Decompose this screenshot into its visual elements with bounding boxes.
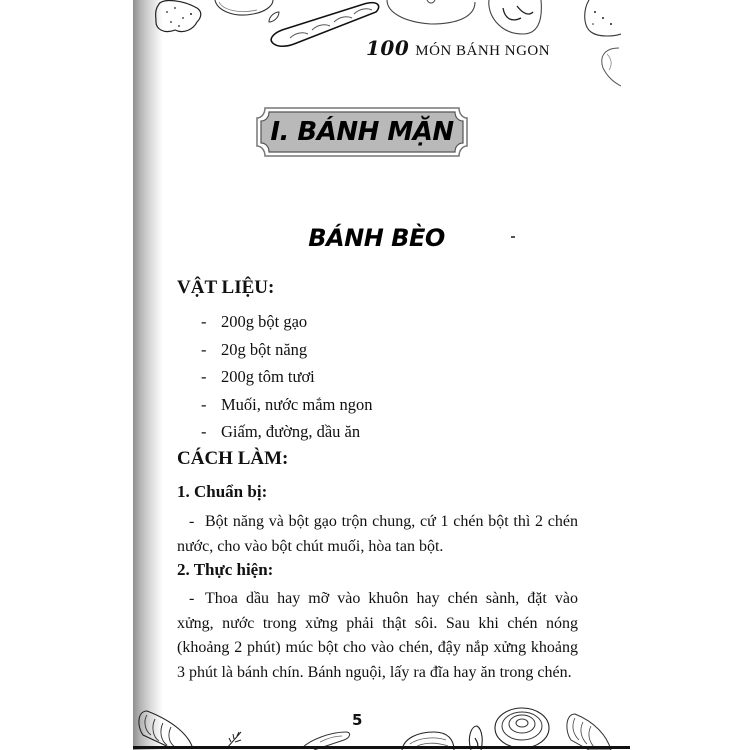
ingredients-list [201, 308, 373, 446]
step-1-text: - Bột năng và bột gạo trộn chung, cứ 1 chén bột thì 2 chén nước, cho vào bột chút muối, hòa tan bột. [177, 513, 578, 555]
spiral-roll-icon [493, 706, 551, 750]
croissant-icon [595, 46, 621, 88]
page-bottom-edge [133, 746, 630, 749]
chapter-title-banner [255, 106, 469, 158]
ingredients-heading: VẬT LIỆU: [177, 277, 275, 298]
croissant-icon [133, 705, 197, 749]
croissant-icon [483, 0, 545, 38]
method-heading: CÁCH LÀM: [177, 448, 289, 469]
ingredient-item: - Giấm, đường, dầu ăn [201, 422, 361, 441]
wheat-icon [225, 728, 247, 748]
bread-slice-icon [581, 0, 621, 40]
running-head [366, 36, 550, 60]
ingredient-item: - Muối, nước mắm ngon [201, 394, 373, 414]
bread-loaf-icon [213, 0, 275, 20]
recipe-title: BÁNH BÈO [308, 224, 445, 252]
ingredient-item: - 200g bột gạo [201, 312, 308, 331]
step-1-title: 1. Chuẩn bị: [177, 482, 268, 501]
page-spine-shadow [133, 0, 163, 750]
page-number: 5 [352, 711, 363, 729]
step-2-text: - Thoa dầu hay mỡ vào khuôn hay chén sành, đặt vào xửng, nước trong xửng phải thật sôi. Sau khi chén nóng (khoảng 2 phút) múc bột cho vào chén, đậy nắp xửng khoảng 3 phút là bánh chín. Bánh nguội, lấy ra đĩa hay ăn trong chén. [177, 590, 578, 681]
ingredient-item: - 20g bột năng [201, 339, 308, 359]
book-title: MÓN BÁNH NGON [415, 43, 551, 59]
croissant-icon [563, 712, 613, 750]
book-page [133, 0, 620, 750]
ingredient-item: - 200g tôm tươi [201, 367, 315, 386]
book-series-number: 100 [366, 36, 410, 60]
chapter-title: I. BÁNH MẶN [270, 117, 454, 147]
bread-slice-icon [153, 0, 205, 36]
print-speck [511, 236, 515, 238]
round-bread-icon [383, 0, 478, 28]
step-2-title: 2. Thực hiện: [177, 560, 274, 579]
